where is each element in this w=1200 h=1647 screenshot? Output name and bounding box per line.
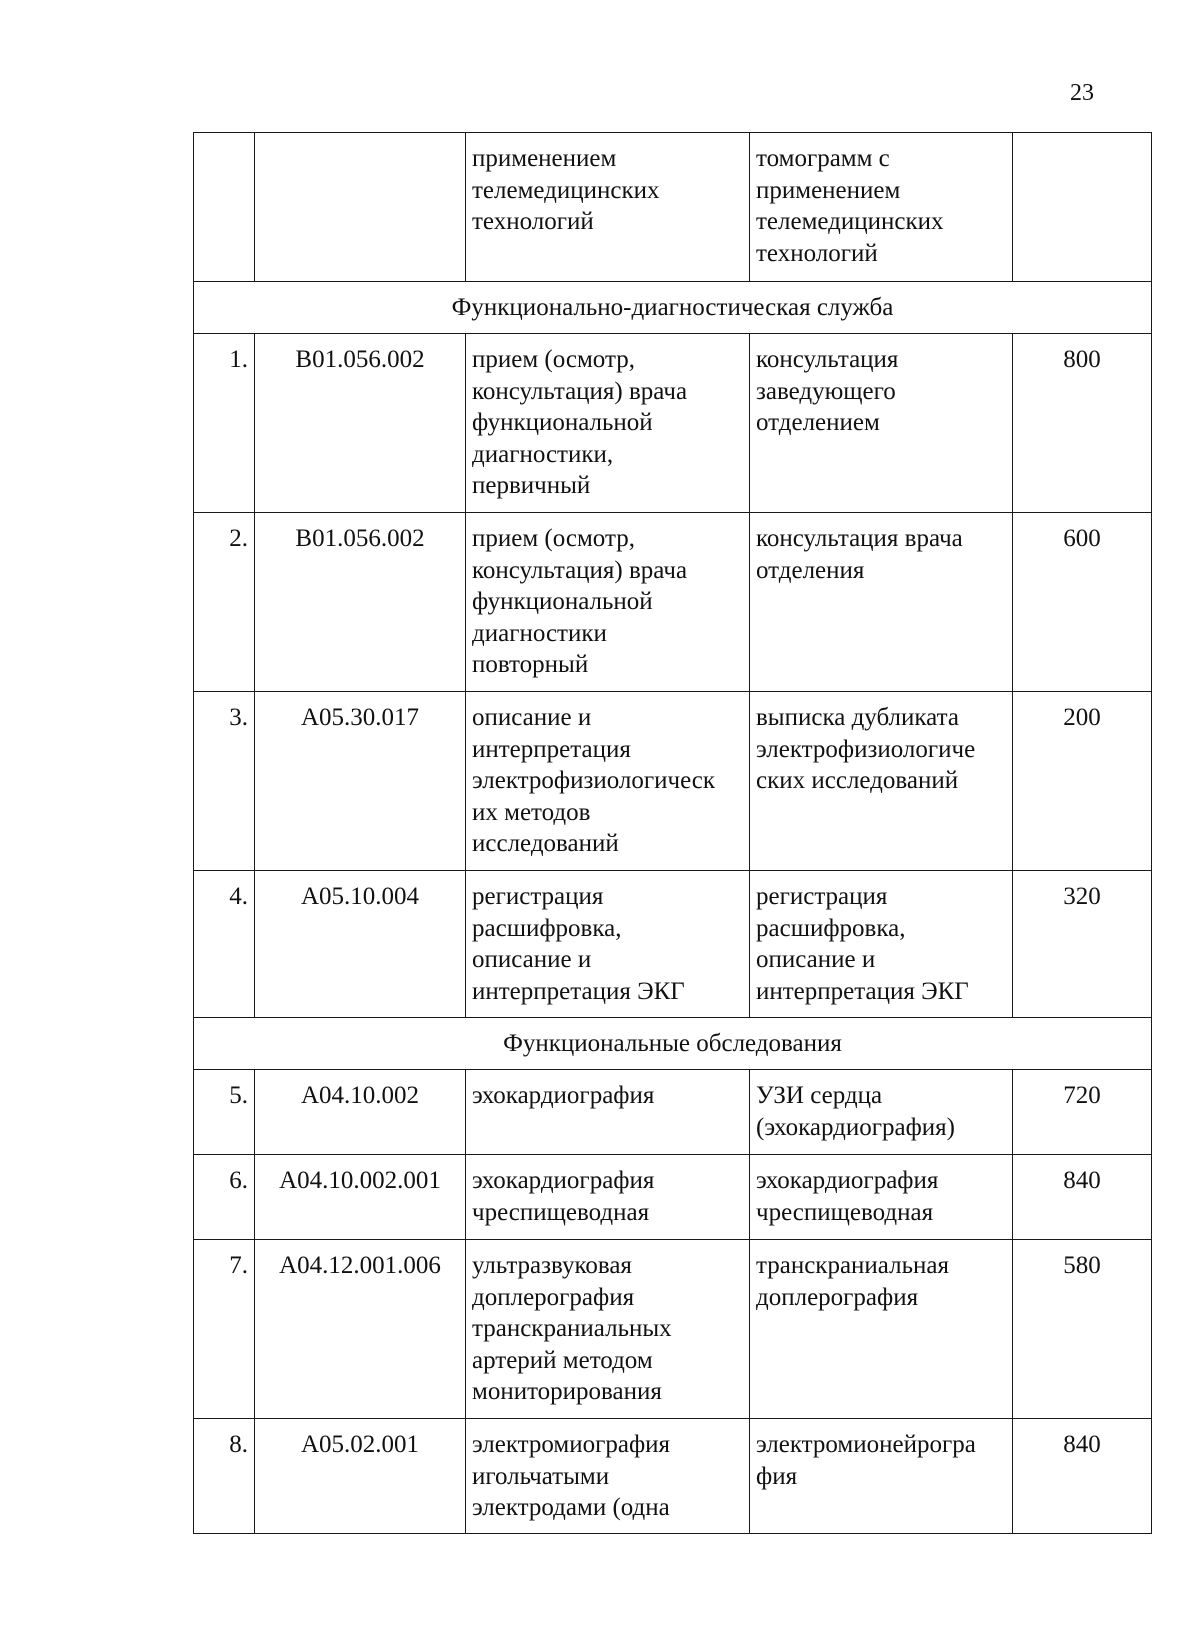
table-row [194,1240,1152,1419]
cell-description: консультация заведующего отделением [750,334,1013,513]
cell-num: 7. [194,1240,255,1419]
cell-code: В01.056.002 [255,334,466,513]
section-title: Функциональные обследования [194,1018,1152,1070]
cell-code: А05.10.004 [255,871,466,1018]
page-number: 23 [1070,80,1094,106]
cell-code: А04.10.002 [255,1070,466,1155]
table-row-continuation [194,133,1152,282]
cell-num: 8. [194,1419,255,1534]
cell-description: эхокардиография чреспищеводная [750,1155,1013,1240]
table-row [194,513,1152,692]
cell-num: 5. [194,1070,255,1155]
table-row [194,871,1152,1018]
cell-description: транскраниальная доплерография [750,1240,1013,1419]
cell-name: регистрация расшифровка, описание и интерпретация ЭКГ [466,871,750,1018]
section-header-row [194,282,1152,334]
cell-code [255,133,466,282]
cell-name: описание и интерпретация электрофизиологическ их методов исследований [466,692,750,871]
table-row [194,334,1152,513]
cell-num: 2. [194,513,255,692]
cell-code: А04.10.002.001 [255,1155,466,1240]
cell-description: регистрация расшифровка, описание и интерпретация ЭКГ [750,871,1013,1018]
cell-price: 800 [1013,334,1152,513]
cell-num: 1. [194,334,255,513]
cell-num: 6. [194,1155,255,1240]
cell-num: 3. [194,692,255,871]
cell-num: 4. [194,871,255,1018]
cell-code: А05.02.001 [255,1419,466,1534]
cell-name: электромиография игольчатыми электродами (одна [466,1419,750,1534]
cell-description: электромионейрогра фия [750,1419,1013,1534]
cell-price [1013,133,1152,282]
cell-name: прием (осмотр, консультация) врача функциональной диагностики повторный [466,513,750,692]
cell-code: А04.12.001.006 [255,1240,466,1419]
cell-description: УЗИ сердца (эхокардиография) [750,1070,1013,1155]
table-row [194,1419,1152,1534]
cell-num [194,133,255,282]
cell-price: 320 [1013,871,1152,1018]
cell-price: 200 [1013,692,1152,871]
section-title: Функционально-диагностическая служба [194,282,1152,334]
cell-name: ультразвуковая доплерография транскраниальных артерий методом мониторирования [466,1240,750,1419]
cell-description: выписка дубликата электрофизиологиче ских исследований [750,692,1013,871]
cell-description: консультация врача отделения [750,513,1013,692]
table-row [194,1070,1152,1155]
cell-name: прием (осмотр, консультация) врача функциональной диагностики, первичный [466,334,750,513]
cell-price: 600 [1013,513,1152,692]
cell-price: 720 [1013,1070,1152,1155]
cell-code: А05.30.017 [255,692,466,871]
section-header-row [194,1018,1152,1070]
cell-price: 840 [1013,1419,1152,1534]
cell-description: томограмм с применением телемедицинских технологий [750,133,1013,282]
cell-name: эхокардиография [466,1070,750,1155]
cell-price: 840 [1013,1155,1152,1240]
cell-name: эхокардиография чреспищеводная [466,1155,750,1240]
cell-name: применением телемедицинских технологий [466,133,750,282]
cell-code: В01.056.002 [255,513,466,692]
cell-price: 580 [1013,1240,1152,1419]
table-row [194,1155,1152,1240]
table-row [194,692,1152,871]
price-table [193,132,1152,1534]
